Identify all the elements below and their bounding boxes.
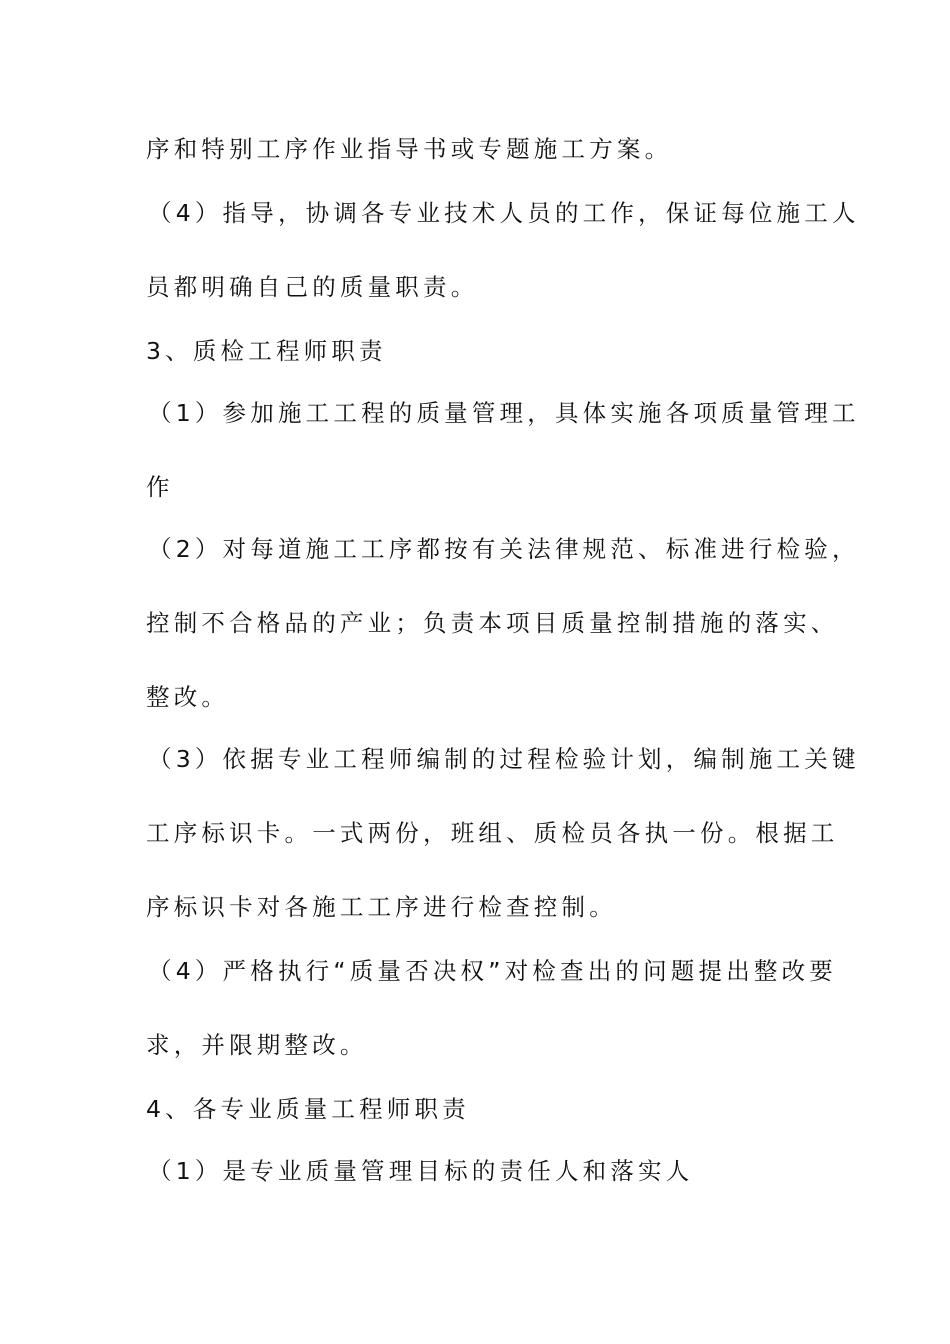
text-line: （4）指导，协调各专业技术人员的工作，保证每位施工人 [148, 199, 860, 227]
section-heading: 3、质检工程师职责 [146, 337, 387, 365]
text-line: （2）对每道施工工序都按有关法律规范、标准进行检验， [148, 535, 860, 563]
text-line: 整改。 [146, 683, 230, 711]
text-line: （1）是专业质量管理目标的责任人和落实人 [148, 1157, 694, 1185]
text-line: （3）依据专业工程师编制的过程检验计划，编制施工关键 [148, 745, 860, 773]
text-line: 求，并限期整改。 [146, 1031, 368, 1059]
text-line: 序标识卡对各施工工序进行检查控制。 [146, 893, 617, 921]
text-line: 控制不合格品的产业；负责本项目质量控制措施的落实、 [146, 609, 839, 637]
text-line: （4）严格执行“质量否决权”对检查出的问题提出整改要 [148, 957, 837, 985]
text-line: 作 [146, 473, 174, 501]
text-line: 序和特别工序作业指导书或专题施工方案。 [146, 135, 673, 163]
text-line: 工序标识卡。一式两份，班组、质检员各执一份。根据工 [146, 819, 839, 847]
text-line: （1）参加施工工程的质量管理，具体实施各项质量管理工 [148, 399, 860, 427]
section-heading: 4、各专业质量工程师职责 [146, 1095, 470, 1123]
text-line: 员都明确自己的质量职责。 [146, 273, 479, 301]
